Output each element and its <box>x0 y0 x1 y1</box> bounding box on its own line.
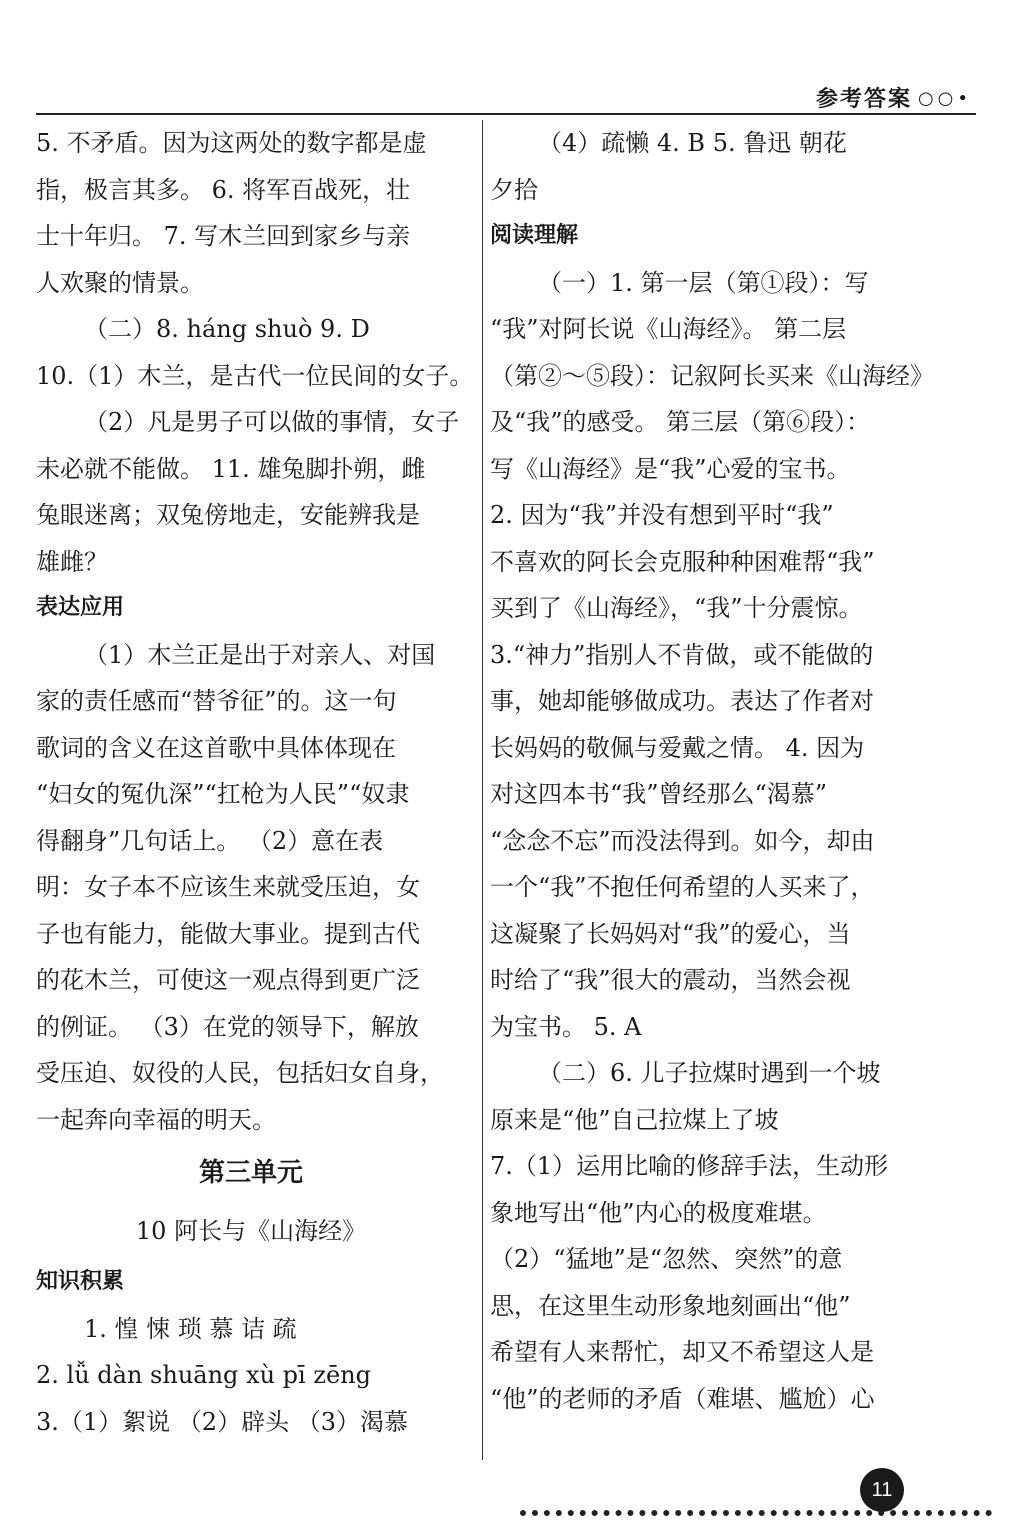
text-line: （一）1. 第一层（第①段）：写 <box>538 268 869 297</box>
text-line: 兔眼迷离；双兔傍地走，安能辨我是 <box>36 501 420 529</box>
text-line: 不喜欢的阿长会克服种种困难帮“我” <box>490 547 875 576</box>
footer-dots <box>520 1510 992 1516</box>
text-line: 写《山海经》是“我”心爱的宝书。 <box>490 454 851 483</box>
text-line: 原来是“他”自己拉煤上了坡 <box>490 1105 779 1134</box>
text-line: （第②～⑤段）：记叙阿长买来《山海经》 <box>490 361 934 390</box>
text-line: 子也有能力，能做大事业。提到古代 <box>36 919 420 948</box>
section-heading: 表达应用 <box>36 595 125 620</box>
text-line: 夕拾 <box>490 175 538 204</box>
text-line: 长妈妈的敬佩与爱戴之情。 4. 因为 <box>490 733 865 762</box>
text-line: 希望有人来帮忙，却又不希望这人是 <box>490 1338 874 1366</box>
text-line: “他”的老师的矛盾（难堪、尴尬）心 <box>490 1384 875 1413</box>
right-column <box>490 120 934 1422</box>
text-line: 指，极言其多。 6. 将军百战死，壮 <box>36 175 411 204</box>
text-line: 人欢聚的情景。 <box>36 268 204 297</box>
text-line: 歌词的含义在这首歌中具体体现在 <box>36 733 396 762</box>
text-line: （2）凡是男子可以做的事情，女子 <box>84 408 460 436</box>
text-line: 象地写出“他”内心的极度难堪。 <box>490 1198 827 1227</box>
text-line: 士十年归。 7. 写木兰回到家乡与亲 <box>36 222 411 250</box>
column-divider <box>482 120 483 1460</box>
text-line: 2. 因为“我”并没有想到平时“我” <box>490 501 834 529</box>
text-line: （二）6. 儿子拉煤时遇到一个坡 <box>538 1059 881 1087</box>
text-line: 明：女子本不应该生来就受压迫，女 <box>36 873 420 901</box>
text-line: 事，她却能够做成功。表达了作者对 <box>490 687 874 715</box>
text-line: 1. 惶 悚 琐 慕 诘 疏 <box>84 1314 297 1343</box>
page-number: 11 <box>860 1468 904 1512</box>
text-line: （二）8. háng shuò 9. D <box>84 315 370 343</box>
text-line: 得翻身”几句话上。 （2）意在表 <box>36 826 384 855</box>
text-line: 3.“神力”指别人不肯做，或不能做的 <box>490 640 874 669</box>
text-line: “妇女的冤仇深”“扛枪为人民”“奴隶 <box>36 780 410 808</box>
text-line: 这凝聚了长妈妈对“我”的爱心，当 <box>490 919 851 948</box>
section-heading: 知识积累 <box>36 1269 125 1294</box>
text-line: 10.（1）木兰，是古代一位民间的女子。 <box>36 361 474 390</box>
section-heading: 阅读理解 <box>490 223 579 248</box>
text-line: （2）“猛地”是“忽然、突然”的意 <box>490 1245 843 1273</box>
text-line: 受压迫、奴役的人民，包括妇女自身， <box>36 1059 444 1087</box>
text-line: 时给了“我”很大的震动，当然会视 <box>490 966 851 994</box>
page-header <box>36 72 972 112</box>
text-line: 的例证。 （3）在党的领导下，解放 <box>36 1012 419 1041</box>
text-line: 思，在这里生动形象地刻画出“他” <box>490 1291 851 1320</box>
text-line: 的花木兰，可使这一观点得到更广泛 <box>36 966 420 994</box>
left-column <box>36 120 474 1445</box>
text-line: 5. 不矛盾。因为这两处的数字都是虚 <box>36 129 427 157</box>
text-line: 一个“我”不抱任何希望的人买来了， <box>490 873 875 901</box>
unit-title: 第三单元 <box>198 1158 303 1188</box>
text-line: 对这四本书“我”曾经那么“渴慕” <box>490 780 828 808</box>
lesson-title: 10 阿长与《山海经》 <box>135 1217 367 1245</box>
text-line: 一起奔向幸福的明天。 <box>36 1105 276 1134</box>
text-line: 2. lǚ dàn shuāng xù pī zēng <box>36 1361 371 1389</box>
text-line: 为宝书。 5. A <box>490 1012 642 1041</box>
text-line: 家的责任感而“替爷征”的。这一句 <box>36 687 397 715</box>
header-dots-icon: ○○• <box>917 88 972 109</box>
text-line: 未必就不能做。 11. 雄兔脚扑朔，雌 <box>36 454 426 483</box>
text-line: 及“我”的感受。 第三层（第⑥段）： <box>490 408 871 436</box>
text-line: （4）疏懒 4. B 5. 鲁迅 朝花 <box>538 129 847 157</box>
header-title: 参考答案 <box>815 86 912 112</box>
text-line: “我”对阿长说《山海经》。 第二层 <box>490 315 847 343</box>
text-line: 7.（1）运用比喻的修辞手法，生动形 <box>490 1152 889 1180</box>
text-line: （1）木兰正是出于对亲人、对国 <box>84 640 436 669</box>
header-rule <box>36 113 976 115</box>
text-line: 3.（1）絮说 （2）辟头 （3）渴慕 <box>36 1407 408 1436</box>
text-line: “念念不忘”而没法得到。如今，却由 <box>490 826 875 855</box>
text-line: 雄雌？ <box>36 547 108 576</box>
text-line: 买到了《山海经》，“我”十分震惊。 <box>490 594 863 622</box>
